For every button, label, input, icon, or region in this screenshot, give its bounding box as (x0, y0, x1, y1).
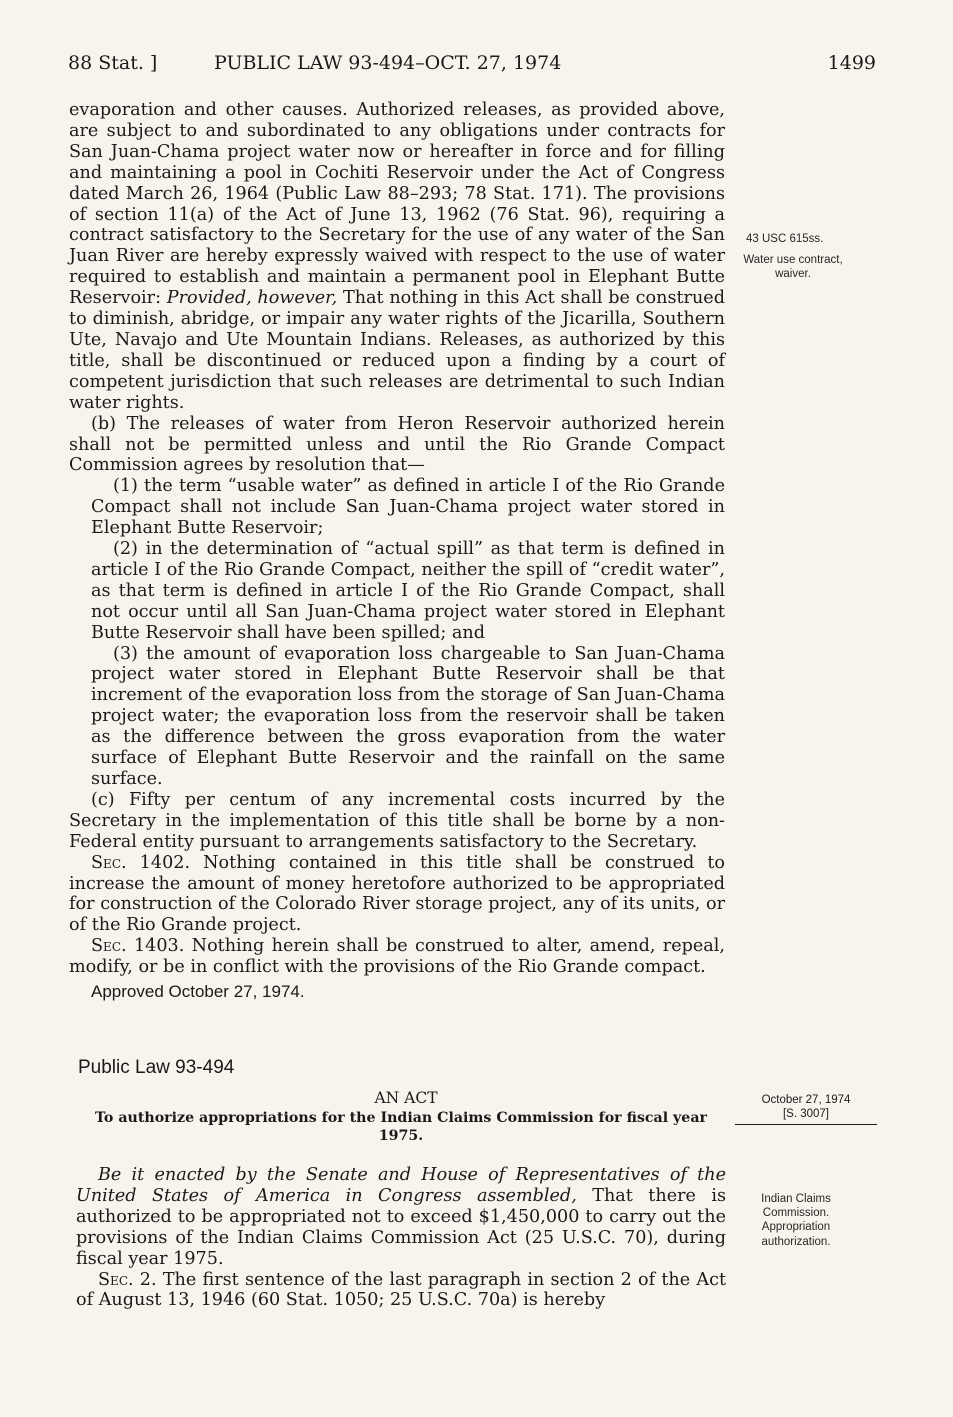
statute-citation: 88 Stat. ] (68, 52, 158, 74)
divider (735, 1124, 877, 1125)
an-act-heading: AN ACT (374, 1089, 438, 1107)
public-law-label: Public Law 93-494 (78, 1057, 235, 1078)
act-text (76, 1165, 726, 1311)
paragraph-c: (c) Fifty per centum of any incremental costs incurred by the Secretary in the implementation of this title shall be borne by a non-Federal entity pursuant to arrangements satisfactory to the Secretary. (69, 789, 725, 852)
paragraph-b: (b) The releases of water from Heron Reservoir authorized herein shall not be permitted unless and until the Rio Grande Compact Commission agrees by resolution that— (69, 413, 725, 476)
new-law-block (76, 1057, 726, 1311)
main-text (69, 100, 725, 1003)
margin-note-usc: 43 USC 615ss. (746, 233, 824, 245)
margin-note-waiver: Water use contract, waiver. (743, 254, 843, 281)
act-purpose: To authorize appropriations for the Indian Claims Commission for fiscal year 1975. (94, 1110, 707, 1144)
enactment-date: October 27, 1974 (761, 1094, 851, 1106)
paragraph-continuation: evaporation and other causes. Authorized releases, as provided above, are subject to and subordinated to any obligations under contracts for San Juan-Chama project water now or hereafter in force and for filling and maintaining a pool in Cochiti Reservoir under the Act of Congress dated March 26, 1964 (Public Law 88–293; 78 Stat. 171). The provisions of section 11(a) of the Act of June 13, 1962 (76 Stat. 96), requiring a contract satisfactory to the Secretary for the use of any water of the San Juan River are hereby expressly waived with respect to the use of water required to establish and maintain a permanent pool in Elephant Butte Reservoir: Provided, however, That nothing in this Act shall be construed to diminish, abridge, or impair any water rights of the Jicarilla, Southern Ute, Navajo and Ute Mountain Indians. Releases, as authorized by this title, shall be discontinued or reduced upon a finding by a court of competent jurisdiction that such releases are detrimental to such Indian water rights. (69, 100, 725, 413)
margin-note-date (735, 1093, 877, 1125)
public-law-title: PUBLIC LAW 93-494–OCT. 27, 1974 (214, 52, 562, 74)
enacting-clause: Be it enacted by the Senate and House of Representatives of the United States of America in Congress assembled, That there is authorized to be appropriated not to exceed $1,450,000 to carry out the provisions of the Indian Claims Commission Act (25 U.S.C. 70), during fiscal year 1975. (76, 1165, 727, 1269)
bill-number: [S. 3007] (782, 1108, 830, 1120)
section-1402: Sec. 1402. Nothing contained in this title shall be construed to increase the amount of money heretofore authorized to be appropriated for construction of the Colorado River storage project, any of its units, or of the Rio Grande project. (69, 852, 725, 936)
list-item-3: (3) the amount of evaporation loss chargeable to San Juan-Chama project water stored in Elephant Butte Reservoir shall be that increment of the evaporation loss from the storage of San Juan-Chama project water; the evaporation loss from the reservoir shall be taken as the difference between the gross evaporation from the water surface of Elephant Butte Reservoir and the rainfall on the same surface. (91, 643, 725, 789)
page-number: 1499 (827, 52, 876, 74)
list-item-2: (2) in the determination of “actual spill” as that term is defined in article I of the Rio Grande Compact, neither the spill of “credit water”, as that term is defined in article I of the Rio Grande Compact, shall not occur until all San Juan-Chama project water stored in Elephant Butte Reservoir shall have been spilled; and (91, 539, 725, 643)
list-item-1: (1) the term “usable water” as defined in article I of the Rio Grande Compact shall not include San Juan-Chama project water stored in Elephant Butte Reservoir; (91, 476, 725, 539)
approval-line: Approved October 27, 1974. (91, 982, 305, 1002)
section-1403: Sec. 1403. Nothing herein shall be construed to alter, amend, repeal, modify, or be in conflict with the provisions of the Rio Grande compact. (69, 936, 726, 978)
running-header (68, 52, 876, 78)
section-2: Sec. 2. The first sentence of the last paragraph in section 2 of the Act of August 13, 1946 (60 Stat. 1050; 25 U.S.C. 70a) is hereby (76, 1269, 727, 1311)
margin-note-indian-claims: Indian Claims Commission. Appropriation authorization. (761, 1193, 831, 1248)
